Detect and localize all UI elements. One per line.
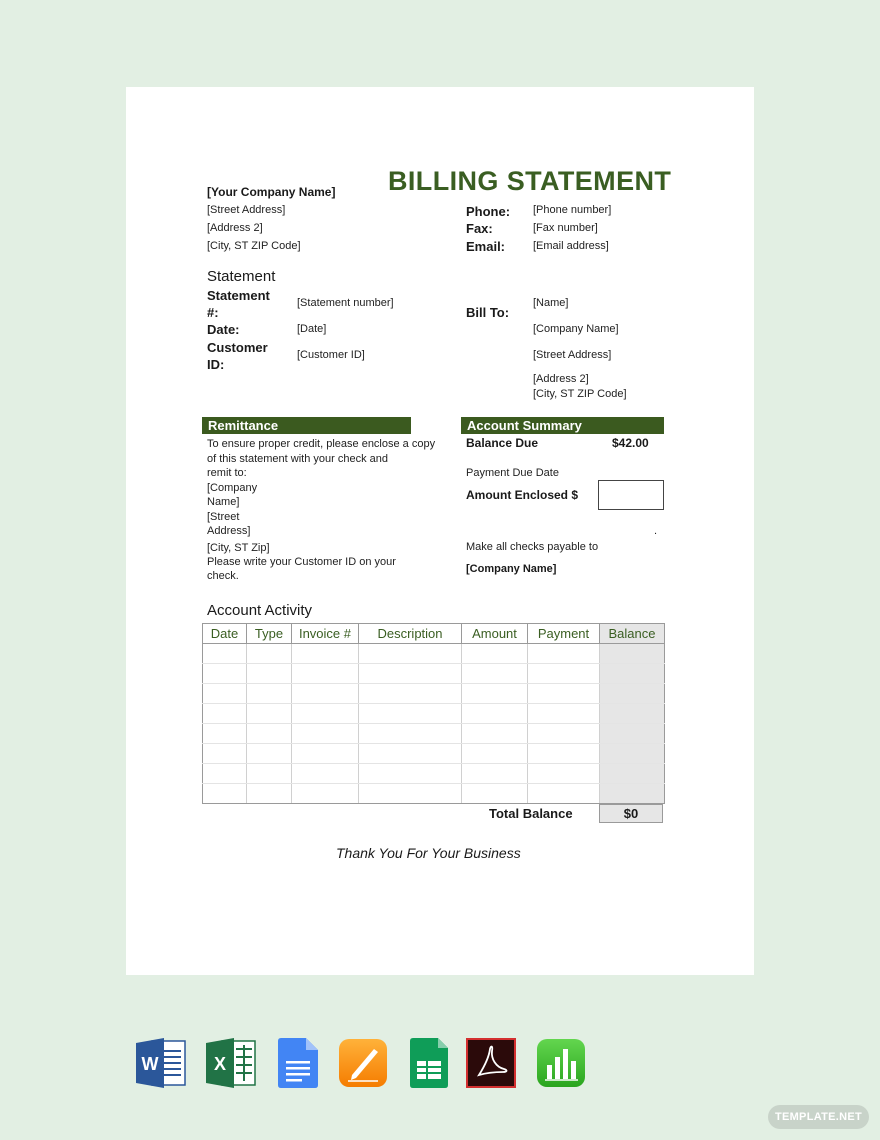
- thank-you-note: Thank You For Your Business: [336, 845, 521, 861]
- column-header-date: Date: [203, 624, 247, 644]
- table-row: [203, 764, 665, 784]
- customer-id-label-2: ID:: [207, 357, 225, 372]
- statement-date-value: [Date]: [297, 323, 327, 335]
- remittance-company-1: [Company: [207, 482, 258, 494]
- payment-due-label: Payment Due Date: [466, 467, 559, 479]
- word-icon[interactable]: [136, 1037, 186, 1089]
- payable-label: Make all checks payable to: [466, 541, 599, 553]
- svg-text:X: X: [213, 1054, 227, 1074]
- fax-value: [Fax number]: [533, 222, 598, 234]
- remittance-street-1: [Street: [207, 511, 240, 523]
- table-row: [203, 684, 665, 704]
- document-title: BILLING STATEMENT: [388, 166, 672, 196]
- total-balance-value: $0: [599, 804, 663, 823]
- google-sheets-icon[interactable]: [408, 1037, 458, 1089]
- statement-number-value: [Statement number]: [297, 297, 394, 309]
- remittance-city: [City, ST Zip]: [207, 542, 270, 554]
- remittance-street-2: Address]: [207, 525, 251, 537]
- table-row: [203, 744, 665, 764]
- company-name: [Your Company Name]: [207, 185, 336, 199]
- activity-header-row: [203, 624, 665, 644]
- pdf-icon[interactable]: [466, 1037, 516, 1089]
- activity-table: [202, 623, 665, 804]
- table-row: [203, 724, 665, 744]
- table-row: [203, 644, 665, 664]
- bill-to-label: Bill To:: [466, 305, 510, 320]
- payable-company: [Company Name]: [466, 563, 557, 575]
- account-summary-heading: Account Summary: [461, 417, 664, 434]
- table-row: [203, 704, 665, 724]
- pages-icon[interactable]: [338, 1037, 388, 1089]
- statement-number-label: Statement: [207, 288, 270, 303]
- remittance-note-1: Please write your Customer ID on your: [207, 556, 396, 568]
- balance-due-label: Balance Due: [466, 436, 539, 450]
- excel-icon[interactable]: [206, 1037, 256, 1089]
- numbers-icon[interactable]: [536, 1037, 586, 1089]
- statement-date-label: Date:: [207, 322, 240, 337]
- column-header-payment: Payment: [528, 624, 600, 644]
- customer-id-label: Customer: [207, 340, 268, 355]
- phone-label: Phone:: [466, 204, 511, 219]
- bill-to-name: [Name]: [533, 297, 569, 309]
- statement-heading: Statement: [207, 268, 276, 285]
- remittance-line-2: of this statement with your check and: [207, 453, 388, 465]
- remittance-line-1: To ensure proper credit, please enclose a copy: [207, 438, 436, 450]
- balance-due-value: $42.00: [612, 436, 649, 450]
- company-address2: [Address 2]: [207, 222, 263, 234]
- google-docs-icon[interactable]: [276, 1037, 326, 1089]
- template-net-badge[interactable]: TEMPLATE.NET: [768, 1105, 869, 1129]
- column-header-description: Description: [359, 624, 462, 644]
- summary-dot: .: [654, 525, 658, 537]
- bill-to-company: [Company Name]: [533, 323, 619, 335]
- email-value: [Email address]: [533, 240, 609, 252]
- amount-enclosed-field[interactable]: [598, 480, 664, 510]
- bill-to-street: [Street Address]: [533, 349, 612, 361]
- table-row: [203, 784, 665, 804]
- amount-enclosed-label: Amount Enclosed $: [466, 488, 579, 502]
- activity-heading: Account Activity: [207, 602, 313, 619]
- svg-text:W: W: [141, 1054, 159, 1074]
- remittance-note-2: check.: [207, 570, 239, 582]
- column-header-type: Type: [247, 624, 292, 644]
- column-header-balance: Balance: [600, 624, 665, 644]
- email-label: Email:: [466, 239, 506, 254]
- remittance-heading: Remittance: [202, 417, 411, 434]
- table-row: [203, 664, 665, 684]
- customer-id-value: [Customer ID]: [297, 349, 365, 361]
- company-street: [Street Address]: [207, 204, 286, 216]
- total-balance-label: Total Balance: [489, 806, 573, 821]
- phone-value: [Phone number]: [533, 204, 612, 216]
- statement-number-label-2: #:: [207, 305, 219, 320]
- fax-label: Fax:: [466, 221, 493, 236]
- company-city: [City, ST ZIP Code]: [207, 240, 301, 252]
- column-header-amount: Amount: [462, 624, 528, 644]
- bill-to-city: [City, ST ZIP Code]: [533, 388, 627, 400]
- remittance-company-2: Name]: [207, 496, 240, 508]
- bill-to-address2: [Address 2]: [533, 373, 589, 385]
- column-header-invoice: Invoice #: [292, 624, 359, 644]
- remittance-line-3: remit to:: [207, 467, 247, 479]
